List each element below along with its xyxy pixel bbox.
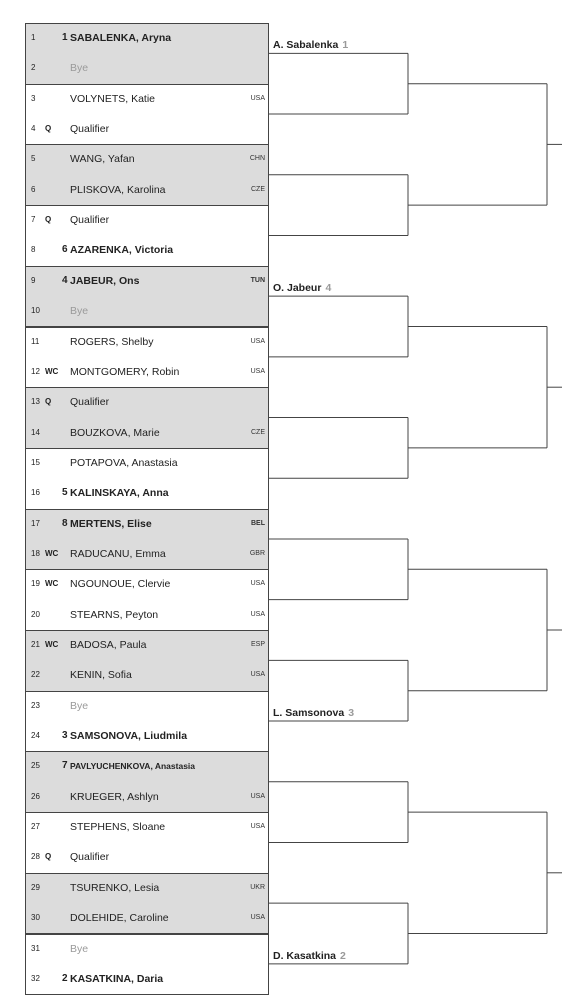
country-code: USA [250, 823, 265, 831]
draw-position: 1 [31, 33, 36, 42]
country-code: USA [250, 671, 265, 679]
player-name[interactable]: KASATKINA, Daria [70, 972, 164, 985]
seed-number: 2 [62, 972, 68, 984]
seed-number: 3 [62, 730, 68, 742]
entry-status: WC [45, 579, 59, 589]
draw-position: 26 [31, 791, 40, 801]
player-name[interactable]: Bye [70, 305, 89, 318]
country-code: USA [250, 914, 265, 922]
draw-position: 9 [31, 275, 36, 285]
winner-name: A. Sabalenka [273, 39, 339, 52]
player-name[interactable]: Qualifier [70, 123, 110, 136]
draw-position: 15 [31, 457, 40, 467]
country-code: UKR [250, 883, 265, 891]
player-name[interactable]: SABALENKA, Aryna [70, 32, 172, 44]
entry-status: WC [45, 548, 59, 558]
entry-status: Q [45, 852, 52, 862]
seed-number: 5 [62, 487, 68, 499]
draw-position: 21 [31, 640, 40, 649]
draw-position: 11 [31, 336, 40, 346]
winner-seed: 4 [325, 282, 332, 295]
country-code: USA [250, 367, 265, 375]
country-code: USA [250, 792, 265, 800]
player-name[interactable]: Bye [70, 699, 89, 712]
player-name[interactable]: Qualifier [70, 214, 110, 227]
entry-status: WC [45, 640, 59, 649]
player-name[interactable]: BADOSA, Paula [70, 639, 147, 651]
country-code: TUN [250, 276, 265, 284]
player-name[interactable]: SAMSONOVA, Liudmila [70, 730, 188, 743]
winner-name: D. Kasatkina [273, 949, 337, 962]
entry-status: Q [45, 397, 52, 407]
draw-position: 24 [31, 731, 40, 741]
draw-position: 17 [31, 518, 40, 528]
player-name[interactable]: Bye [70, 62, 89, 75]
country-code: ESP [250, 641, 265, 648]
winner-label [273, 948, 346, 964]
draw-position: 28 [31, 852, 40, 862]
player-name[interactable]: VOLYNETS, Katie [70, 92, 156, 105]
winner-seed: 2 [340, 949, 346, 962]
player-name[interactable]: POTAPOVA, Anastasia [70, 456, 178, 469]
draw-position: 25 [31, 761, 40, 771]
draw-position: 4 [31, 124, 36, 134]
country-code: CHN [249, 155, 265, 163]
draw-position: 20 [31, 609, 40, 619]
draw-position: 18 [31, 548, 40, 558]
player-name[interactable]: Qualifier [70, 396, 110, 409]
draw-position: 16 [31, 488, 40, 498]
draw-position: 7 [31, 215, 36, 225]
entry-status: WC [45, 366, 59, 376]
draw-position: 32 [31, 973, 40, 983]
player-name[interactable]: AZARENKA, Victoria [70, 244, 174, 257]
seed-number: 7 [62, 760, 68, 772]
country-code: GBR [249, 549, 265, 557]
draw-position: 22 [31, 670, 40, 680]
player-name[interactable]: NGOUNOUE, Clervie [70, 578, 171, 591]
country-code: BEL [251, 519, 265, 527]
country-code: USA [250, 580, 265, 588]
draw-position: 30 [31, 913, 40, 923]
winner-seed: 3 [348, 707, 355, 720]
country-code: USA [250, 94, 265, 102]
player-name[interactable]: BOUZKOVA, Marie [70, 426, 160, 439]
draw-position: 14 [31, 427, 40, 437]
winner-label [273, 705, 354, 721]
player-name[interactable]: STEARNS, Peyton [70, 608, 159, 621]
player-name[interactable]: MERTENS, Elise [70, 517, 152, 530]
player-name[interactable]: PLISKOVA, Karolina [70, 183, 166, 196]
player-name[interactable]: KALINSKAYA, Anna [70, 487, 169, 500]
player-name[interactable]: ROGERS, Shelby [70, 335, 154, 348]
entry-status: Q [45, 215, 52, 225]
country-code: CZE [251, 185, 265, 193]
player-name[interactable]: DOLEHIDE, Caroline [70, 912, 169, 925]
draw-position: 3 [31, 93, 36, 103]
draw-position: 31 [31, 943, 40, 953]
draw-position: 2 [31, 63, 36, 73]
draw-position: 13 [31, 397, 40, 407]
player-name[interactable]: PAVLYUCHENKOVA, Anastasia [70, 761, 196, 772]
winner-label [273, 37, 348, 53]
draw-position: 10 [31, 306, 40, 316]
player-name[interactable]: JABEUR, Ons [70, 274, 140, 287]
country-code: USA [250, 610, 265, 618]
draw-position: 19 [31, 579, 40, 589]
seed-number: 8 [62, 517, 68, 529]
winner-label [273, 280, 331, 296]
player-name[interactable]: WANG, Yafan [70, 153, 135, 166]
draw-position: 27 [31, 822, 40, 832]
player-name[interactable]: MONTGOMERY, Robin [70, 365, 180, 378]
winner-name: L. Samsonova [273, 707, 345, 720]
player-name[interactable]: KRUEGER, Ashlyn [70, 790, 159, 803]
player-name[interactable]: Bye [70, 942, 89, 955]
player-name[interactable]: Qualifier [70, 851, 110, 864]
player-name[interactable]: KENIN, Sofia [70, 669, 132, 682]
winner-name: O. Jabeur [273, 282, 322, 295]
draw-position: 29 [31, 882, 40, 892]
player-name[interactable]: STEPHENS, Sloane [70, 821, 166, 834]
country-code: CZE [251, 428, 265, 436]
player-name[interactable]: TSURENKO, Lesia [70, 881, 160, 894]
draw-position: 12 [31, 366, 40, 376]
seed-number: 4 [62, 274, 68, 286]
player-name[interactable]: RADUCANU, Emma [70, 547, 166, 560]
draw-position: 23 [31, 700, 40, 710]
entry-status: Q [45, 124, 52, 134]
winner-seed: 1 [342, 39, 349, 52]
country-code: USA [250, 337, 265, 345]
draw-position: 8 [31, 245, 36, 255]
seed-number: 1 [62, 32, 68, 43]
draw-position: 5 [31, 154, 36, 164]
seed-number: 6 [62, 244, 68, 256]
draw-position: 6 [31, 184, 36, 194]
